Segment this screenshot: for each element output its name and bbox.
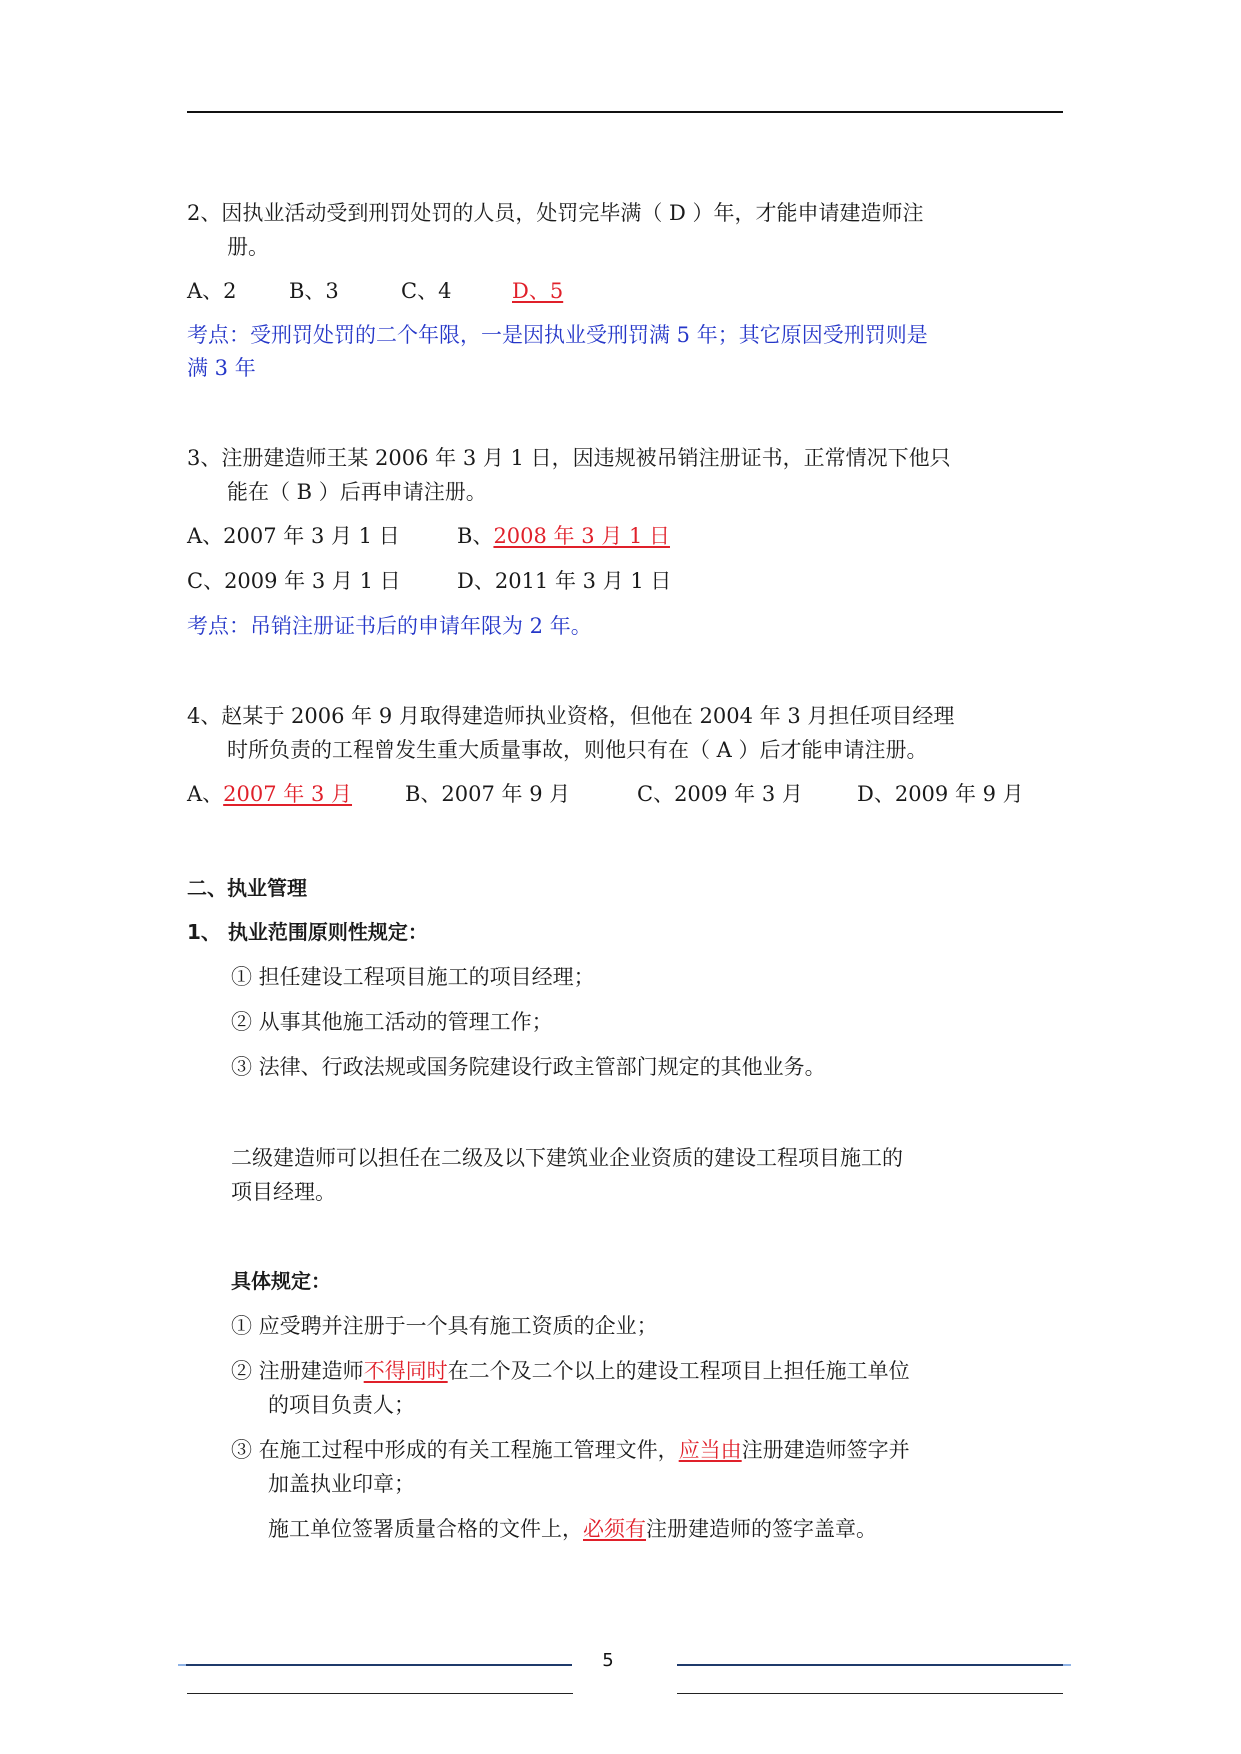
specific-item-2 <box>231 1356 910 1386</box>
q2-note-line2: 满 3 年 <box>187 356 256 380</box>
q3-option-a: A、2007 年 3 月 1 日 <box>187 524 400 548</box>
specific-item-1: ① 应受聘并注册于一个具有施工资质的企业； <box>231 1314 658 1338</box>
q4-option-d: D、2009 年 9 月 <box>857 782 1024 806</box>
scope-item-3: ③ 法律、行政法规或国务院建设行政主管部门规定的其他业务。 <box>231 1055 826 1079</box>
q3-option-c: C、2009 年 3 月 1 日 <box>187 569 401 593</box>
page-number: 5 <box>602 1650 614 1671</box>
q3-stem-line2: 能在（ B ）后再申请注册。 <box>227 480 487 504</box>
q4-stem-line2: 时所负责的工程曾发生重大质量事故，则他只有在（ A ）后才能申请注册。 <box>227 738 928 762</box>
q4-option-b: B、2007 年 9 月 <box>405 782 571 806</box>
q4-option-c: C、2009 年 3 月 <box>637 782 803 806</box>
q4-stem-line1: 4、赵某于 2006 年 9 月取得建造师执业资格，但他在 2004 年 3 月担任项目经理 <box>187 704 955 728</box>
q3-option-b-answer: 2008 年 3 月 1 日 <box>493 524 670 548</box>
specific-item-2-pre: ② 注册建造师 <box>231 1359 364 1383</box>
section-subheading: 1、 执业范围原则性规定： <box>187 920 428 944</box>
scope-paragraph-line1: 二级建造师可以担任在二级及以下建筑业企业资质的建设工程项目施工的 <box>231 1146 903 1170</box>
footer-accent-right <box>1063 1664 1071 1666</box>
specific-item-3-post: 注册建造师签字并 <box>741 1438 910 1462</box>
specific-item-2-line2: 的项目负责人； <box>268 1393 415 1417</box>
q2-option-a: A、2 <box>187 279 237 303</box>
footer-underline-right <box>677 1693 1063 1694</box>
scope-item-1: ① 担任建设工程项目施工的项目经理； <box>231 965 595 989</box>
specific-item-3 <box>231 1435 910 1465</box>
specific-item-2-post: 在二个及二个以上的建设工程项目上担任施工单位 <box>447 1359 910 1383</box>
specific-item-4-pre: 施工单位签署质量合格的文件上， <box>268 1517 583 1541</box>
q2-option-b: B、3 <box>289 279 339 303</box>
q3-note: 考点：吊销注册证书后的申请年限为 2 年。 <box>187 614 592 638</box>
q2-stem-line1: 2、因执业活动受到刑罚处罚的人员，处罚完毕满（ D ）年，才能申请建造师注 <box>187 201 924 225</box>
q4-option-a-prefix: A、 <box>187 782 224 806</box>
q3-option-b-prefix: B、 <box>457 524 494 548</box>
q2-note-line1: 考点：受刑罚处罚的二个年限，一是因执业受刑罚满 5 年；其它原因受刑罚则是 <box>187 323 928 347</box>
q2-option-c: C、4 <box>401 279 452 303</box>
footer-accent-left <box>178 1664 186 1666</box>
footer-underline-left <box>187 1693 573 1694</box>
specific-item-3-pre: ③ 在施工过程中形成的有关工程施工管理文件， <box>231 1438 679 1462</box>
specific-heading: 具体规定： <box>231 1269 331 1293</box>
q3-option-d: D、2011 年 3 月 1 日 <box>457 569 672 593</box>
footer-rule-left <box>186 1664 572 1666</box>
specific-item-2-emphasis: 不得同时 <box>363 1359 448 1383</box>
specific-item-4-emphasis: 必须有 <box>583 1517 646 1541</box>
q4-option-a <box>187 779 352 809</box>
q3-option-b <box>457 521 670 551</box>
q2-option-d-answer: D、5 <box>512 279 564 303</box>
specific-item-3-line2: 加盖执业印章； <box>268 1472 415 1496</box>
scope-item-2: ② 从事其他施工活动的管理工作； <box>231 1010 553 1034</box>
specific-item-4-post: 注册建造师的签字盖章。 <box>646 1517 877 1541</box>
specific-item-4 <box>268 1514 877 1544</box>
q3-stem-line1: 3、注册建造师王某 2006 年 3 月 1 日，因违规被吊销注册证书，正常情况下他只 <box>187 446 951 470</box>
section-heading: 二、执业管理 <box>187 876 307 900</box>
scope-paragraph-line2: 项目经理。 <box>231 1180 336 1204</box>
footer-rule-right <box>677 1664 1063 1666</box>
specific-item-3-emphasis: 应当由 <box>678 1438 742 1462</box>
q4-option-a-answer: 2007 年 3 月 <box>223 782 353 806</box>
q2-stem-line2: 册。 <box>227 235 269 259</box>
header-rule <box>187 111 1063 113</box>
